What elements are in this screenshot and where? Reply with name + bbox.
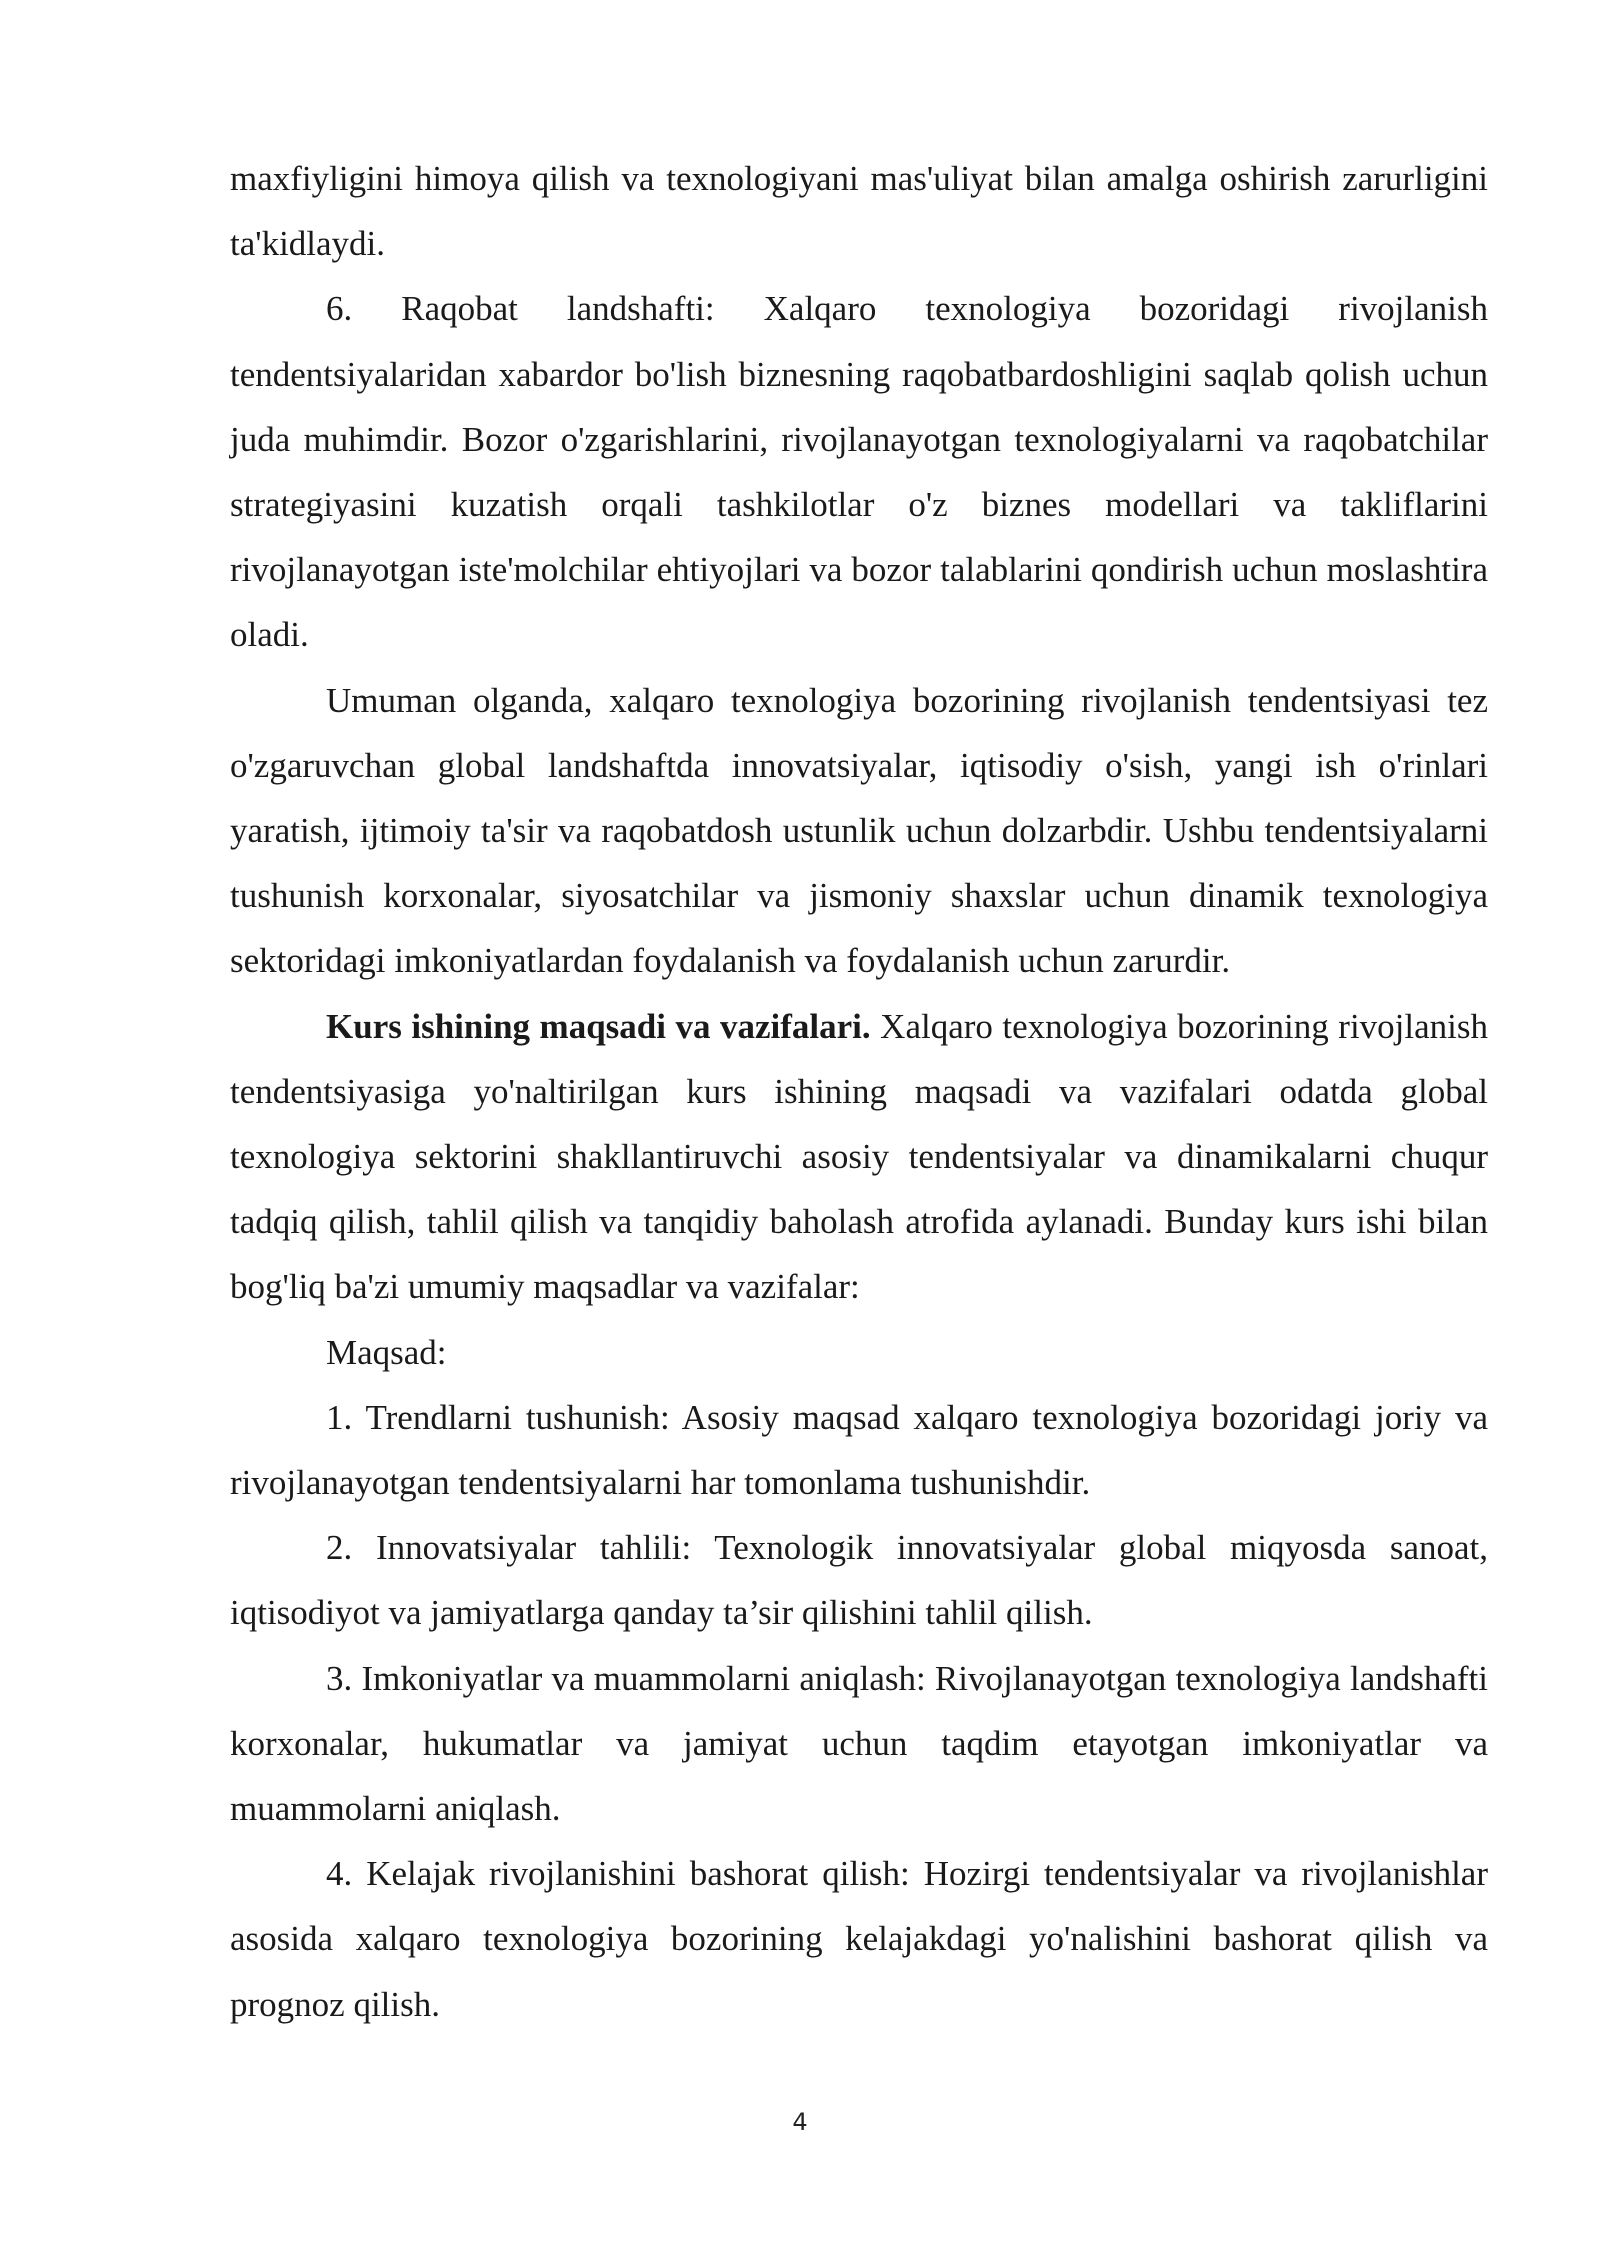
list-item-innovation: 2. Innovatsiyalar tahlili: Texnologik innovatsiyalar global miqyosda sanoat, iqtisodiyot va jamiyatlarga qanday ta’sir qilishini tahlil qilish. xyxy=(230,1528,1488,1633)
list-item-forecast: 4. Kelajak rivojlanishini bashorat qilish: Hozirgi tendentsiyalar va rivojlanishlar asosida xalqaro texnologiya bozorining kelajakdagi yo'nalishini bashorat qilish va prognoz qilish. xyxy=(230,1854,1488,2024)
paragraph-summary: Umuman olganda, xalqaro texnologiya bozorining rivojlanish tendentsiyasi tez o'zgaruvchan global landshaftda innovatsiyalar, iqtisodiy o'sish, yangi ish o'rinlari yaratish, ijtimoiy ta'sir va raqobatdosh ustunlik uchun dolzarbdir. Ushbu tendentsiyalarni tushunish korxonalar, siyosatchilar va jismoniy shaxslar uchun dinamik texnologiya sektoridagi imkoniyatlardan foydalanish va foydalanish uchun zarurdir. xyxy=(230,680,1488,981)
paragraph-continuation: maxfiyligini himoya qilish va texnologiyani mas'uliyat bilan amalga oshirish zarurligini ta'kidlaydi. xyxy=(230,159,1488,264)
section-heading: Kurs ishining maqsadi va vazifalari. xyxy=(326,1006,871,1046)
page-body xyxy=(230,146,1488,2037)
paragraph-course-goals xyxy=(230,994,1488,1320)
paragraph-course-goals-text: Xalqaro texnologiya bozorining rivojlanish tendentsiyasiga yo'naltirilgan kurs ishining maqsadi va vazifalari odatda global texnologiya sektorini shakllantiruvchi asosiy tendentsiyalar va dinamikalarni chuqur tadqiq qilish, tahlil qilish va tanqidiy baholash atrofida aylanadi. Bunday kurs ishi bilan bog'liq ba'zi umumiy maqsadlar va vazifalar: xyxy=(230,1006,1488,1307)
list-item-trends: 1. Trendlarni tushunish: Asosiy maqsad xalqaro texnologiya bozoridagi joriy va rivojlanayotgan tendentsiyalarni har tomonlama tushunishdir. xyxy=(230,1397,1488,1503)
paragraph-competitive-landscape: 6. Raqobat landshafti: Xalqaro texnologiya bozoridagi rivojlanish tendentsiyalaridan xabardor bo'lish biznesning raqobatbardoshligini saqlab qolish uchun juda muhimdir. Bozor o'zgarishlarini, rivojlanayotgan texnologiyalarni va raqobatchilar strategiyasini kuzatish orqali tashkilotlar o'z biznes modellari va takliflarini rivojlanayotgan iste'molchilar ehtiyojlari va bozor talablarini qondirish uchun moslashtira oladi. xyxy=(230,289,1488,655)
page-number: 4 xyxy=(792,2108,808,2136)
list-item-opportunities: 3. Imkoniyatlar va muammolarni aniqlash: Rivojlanayotgan texnologiya landshafti korxonalar, hukumatlar va jamiyat uchun taqdim etayotgan imkoniyatlar va muammolarni aniqlash. xyxy=(230,1658,1488,1829)
paragraph-goal-label: Maqsad: xyxy=(326,1332,447,1372)
